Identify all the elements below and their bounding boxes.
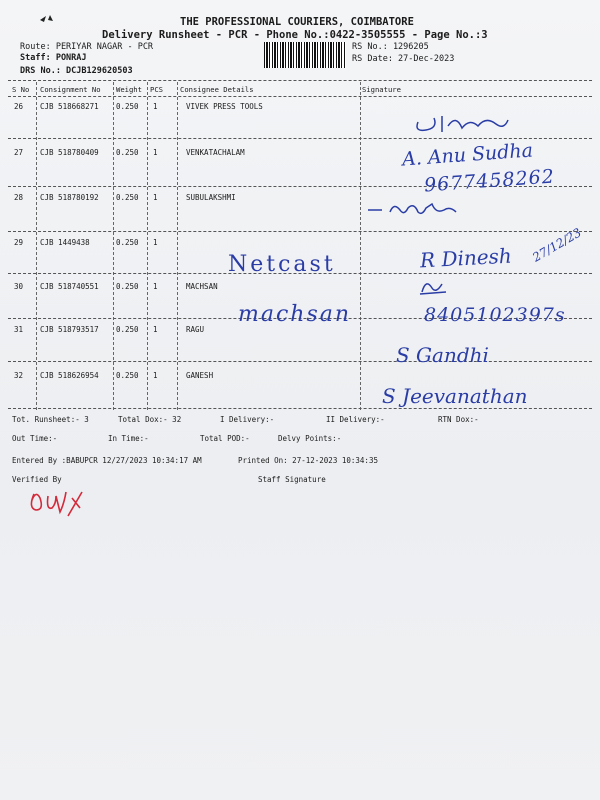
row-consignment: CJB 518740551: [40, 282, 99, 291]
row-consignment: CJB 518780409: [40, 148, 99, 157]
handwritten-phone-1: 9677458262: [423, 165, 556, 197]
delvy-points: Delvy Points:-: [278, 434, 342, 443]
verified-by-label: Verified By: [12, 475, 62, 484]
handwritten-name-sudha: A. Anu Sudha: [401, 139, 534, 171]
ii-delivery: II Delivery:-: [326, 415, 385, 424]
row-pcs: 1: [153, 282, 158, 291]
col-header-consignment: Consignment No: [40, 85, 101, 94]
printed-on: Printed On: 27-12-2023 10:34:35: [238, 456, 378, 465]
divider: [8, 80, 592, 81]
company-name: THE PROFESSIONAL COURIERS, COIMBATORE: [180, 16, 414, 28]
handwritten-date: 27/12/23: [530, 225, 584, 265]
row-sno: 26: [14, 102, 24, 111]
row-weight: 0.250: [116, 102, 139, 111]
row-sno: 32: [14, 371, 24, 380]
total-dox: Total Dox:- 32: [118, 415, 182, 424]
row-sno: 30: [14, 282, 24, 291]
row-consignee: SUBULAKSHMI: [186, 193, 236, 202]
col-header-pcs: PCS: [150, 85, 163, 94]
barcode: [264, 42, 346, 68]
divider: [8, 361, 592, 362]
runsheet-subtitle: Delivery Runsheet - PCR - Phone No.:0422-3505555 - Page No.:3: [102, 29, 488, 41]
row-consignee: MACHSAN: [186, 282, 218, 291]
row-weight: 0.250: [116, 193, 139, 202]
row-weight: 0.250: [116, 238, 139, 247]
divider: [8, 231, 592, 232]
handwritten-tamil-signature: [364, 198, 464, 220]
row-sno: 31: [14, 325, 24, 334]
row-weight: 0.250: [116, 282, 139, 291]
row-consignee: RAGU: [186, 325, 205, 334]
handwritten-netcast: Netcast: [228, 252, 336, 277]
total-pod: Total POD:-: [200, 434, 250, 443]
row-consignment: CJB 518626954: [40, 371, 99, 380]
row-consignment: CJB 1449438: [40, 238, 90, 247]
staff-label: Staff: PONRAJ: [20, 53, 87, 63]
row-consignment: CJB 518780192: [40, 193, 99, 202]
handwritten-phone-2: 8405102397s: [424, 304, 566, 326]
row-weight: 0.250: [116, 148, 139, 157]
row-pcs: 1: [153, 325, 158, 334]
col-header-weight: Weight: [116, 85, 142, 94]
in-time: In Time:-: [108, 434, 149, 443]
handwritten-name-gandhi: S Gandhi: [396, 343, 489, 367]
col-header-sno: S No: [12, 85, 30, 94]
row-consignee: VENKATACHALAM: [186, 148, 245, 157]
divider: [8, 96, 592, 97]
total-runsheet: Tot. Runsheet:- 3: [12, 415, 89, 424]
row-pcs: 1: [153, 193, 158, 202]
rs-number: RS No.: 1296205: [352, 42, 429, 52]
row-consignment: CJB 518793517: [40, 325, 99, 334]
drs-number: DRS No.: DCJB129620503: [20, 66, 133, 76]
rtn-dox: RTN Dox:-: [438, 415, 479, 424]
red-verification-signature: [26, 486, 86, 520]
row-pcs: 1: [153, 238, 158, 247]
col-header-consignee: Consignee Details: [180, 85, 254, 94]
handwritten-machsan: machsan: [238, 302, 352, 327]
col-header-signature: Signature: [362, 85, 401, 94]
row-pcs: 1: [153, 371, 158, 380]
ink-smudge-icon: [38, 12, 68, 26]
divider: [8, 138, 592, 139]
row-sno: 27: [14, 148, 24, 157]
handwritten-signature-row26: [412, 108, 512, 138]
out-time: Out Time:-: [12, 434, 58, 443]
rs-date: RS Date: 27-Dec-2023: [352, 54, 455, 64]
row-weight: 0.250: [116, 371, 139, 380]
row-consignment: CJB 518668271: [40, 102, 99, 111]
row-pcs: 1: [153, 102, 158, 111]
route-label: Route: PERIYAR NAGAR - PCR: [20, 42, 154, 52]
row-sno: 28: [14, 193, 24, 202]
handwritten-initials: [418, 276, 448, 296]
row-consignee: VIVEK PRESS TOOLS: [186, 102, 263, 111]
entered-by: Entered By :BABUPCR 12/27/2023 10:34:17 AM: [12, 456, 202, 465]
staff-signature-label: Staff Signature: [258, 475, 326, 484]
i-delivery: I Delivery:-: [220, 415, 275, 424]
handwritten-name-jeevanathan: S Jeevanathan: [382, 384, 528, 408]
row-pcs: 1: [153, 148, 158, 157]
handwritten-name-dinesh: R Dinesh: [419, 243, 513, 273]
divider: [8, 408, 592, 409]
row-weight: 0.250: [116, 325, 139, 334]
row-consignee: GANESH: [186, 371, 214, 380]
row-sno: 29: [14, 238, 24, 247]
